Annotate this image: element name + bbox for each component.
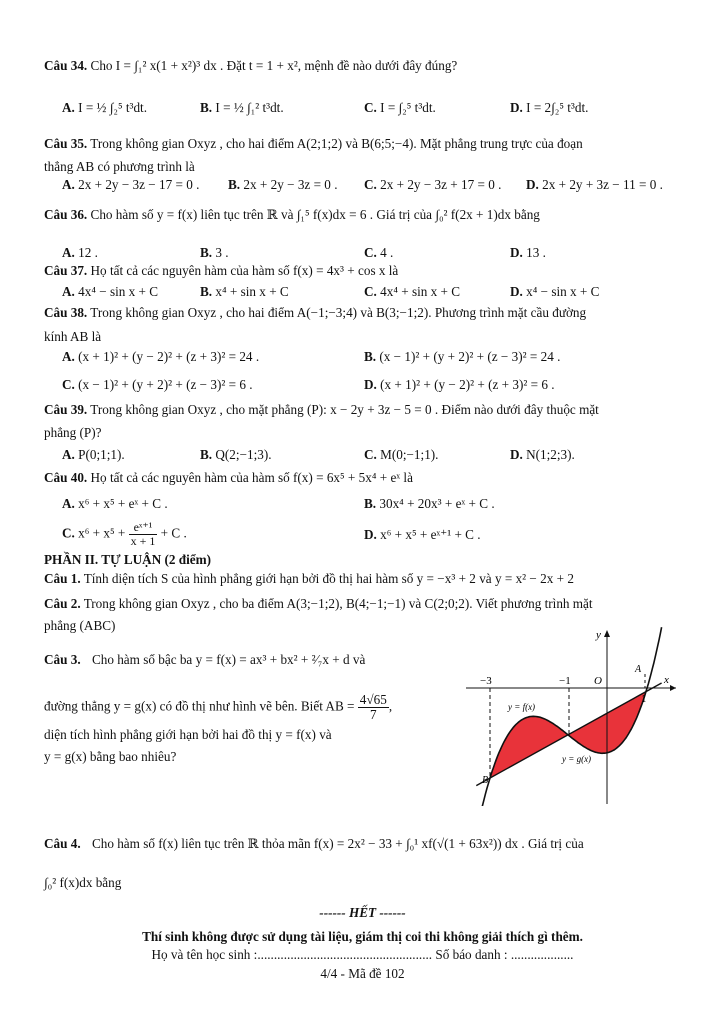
option-b: B. Q(2;−1;3). xyxy=(200,447,272,462)
option-a: A. 4x⁴ − sin x + C xyxy=(62,284,159,299)
question-35 xyxy=(44,135,583,153)
question-number: Câu 38. xyxy=(44,305,88,320)
option-c: C. (x − 1)² + (y + 2)² + (z − 3)² = 6 . xyxy=(62,377,253,392)
question-stem: Cho hàm số f(x) liên tục trên ℝ thỏa mãn f(x) = 2x² − 33 + ∫₀¹ xf(√(1 + 63x²)) dx . Giá trị của xyxy=(91,836,584,851)
end-marker: ------ HẾT ------ xyxy=(319,905,406,920)
question-number: Câu 40. xyxy=(44,470,88,485)
question-number: Câu 1. xyxy=(44,571,81,586)
question-stem: Họ tất cả các nguyên hàm của hàm số f(x) = 4x³ + cos x là xyxy=(90,263,399,278)
option-d: D. N(1;2;3). xyxy=(510,447,575,462)
question-number: Câu 39. xyxy=(44,402,88,417)
tick-label-minus-1: −1 xyxy=(559,675,571,687)
option-b: B. (x − 1)² + (y + 2)² + (z − 3)² = 24 . xyxy=(364,349,561,364)
question-stem: Trong không gian Oxyz , cho ba điểm A(3;−1;2), B(4;−1;−1) và C(2;0;2). Viết phương trình mặt xyxy=(83,596,593,611)
line-g-label: y = g(x) xyxy=(562,754,592,764)
question-stem: Tính diện tích S của hình phẳng giới hạn bởi đồ thị hai hàm số y = −x³ + 2 và y = x² − 2x + 2 xyxy=(83,571,574,586)
exam-note: Thí sinh không được sử dụng tài liệu, giám thị coi thi không giải thích gì thêm. xyxy=(142,929,583,944)
essay-question-3-line2: đường thẳng y = g(x) có đồ thị như hình vẽ bên. Biết AB = $\frac{4√65}{7}$ , xyxy=(44,692,393,722)
point-a-label: A xyxy=(635,664,642,675)
origin-label: O xyxy=(594,675,602,687)
tick-label-minus-3: −3 xyxy=(480,675,492,687)
option-b: B. I = ½ ∫₁² t³dt. xyxy=(200,100,284,115)
essay-question-2 xyxy=(44,595,593,613)
option-a: A. x⁶ + x⁵ + eˣ + C . xyxy=(62,496,168,511)
question-number: Câu 3. xyxy=(44,652,81,667)
option-c: C. 4x⁴ + sin x + C xyxy=(364,284,461,299)
option-b: B. 3 . xyxy=(200,245,229,260)
option-d: D. 13 . xyxy=(510,245,546,260)
question-number: Câu 4. xyxy=(44,836,81,851)
point-b-label: B xyxy=(482,775,489,786)
student-info-line: Họ và tên học sinh :..................................................... Số báo danh : ................... xyxy=(151,947,574,962)
fraction-numerator: 4√65 xyxy=(359,692,387,707)
question-stem: Cho hàm số y = f(x) liên tục trên ℝ và ∫₁⁵ f(x)dx = 6 . Giá trị của ∫₀² f(2x + 1)dx bằng xyxy=(90,207,540,222)
option-d: D. (x + 1)² + (y − 2)² + (z + 3)² = 6 . xyxy=(364,377,555,392)
essay-question-3 xyxy=(44,651,365,669)
question-39-stem-cont: phẳng (P)? xyxy=(44,425,102,440)
question-stem: Trong không gian Oxyz , cho hai điểm A(2;1;2) và B(6;5;−4). Mặt phẳng trung trực của đoạn xyxy=(90,136,583,151)
question-36 xyxy=(44,206,540,224)
question-38 xyxy=(44,304,586,322)
option-c: C. 4 . xyxy=(364,245,394,260)
question-stem: Cho hàm số bậc ba y = f(x) = ax³ + bx² + ²⁄₇x + d và xyxy=(91,652,366,667)
essay-question-4-cont: ∫₀² f(x)dx bằng xyxy=(44,875,122,890)
y-axis-label: y xyxy=(596,629,601,641)
option-a: A. (x + 1)² + (y − 2)² + (z + 3)² = 24 . xyxy=(62,349,260,364)
option-c: C. x⁶ + x⁵ + $\frac{\text{eˣ⁺¹}}{x + 1}$ + C . xyxy=(62,520,187,548)
fraction-denominator: x + 1 xyxy=(130,534,156,548)
question-38-stem-cont: kính AB là xyxy=(44,329,102,344)
option-b: B. x⁴ + sin x + C xyxy=(200,284,289,299)
option-c: C. M(0;−1;1). xyxy=(364,447,439,462)
question-35-stem-cont: thẳng AB có phương trình là xyxy=(44,159,195,174)
option-b: B. 2x + 2y − 3z = 0 . xyxy=(228,177,338,192)
question-number: Câu 35. xyxy=(44,136,88,151)
question-stem: Cho I = ∫₁² x(1 + x²)³ dx . Đặt t = 1 + x², mệnh đề nào dưới đây đúng? xyxy=(90,58,458,73)
question-number: Câu 2. xyxy=(44,596,81,611)
essay-question-1 xyxy=(44,570,574,588)
option-a: A. P(0;1;1). xyxy=(62,447,125,462)
question-stem: Trong không gian Oxyz , cho hai điểm A(−1;−3;4) và B(3;−1;2). Phương trình mặt cầu đường xyxy=(90,305,587,320)
question-number: Câu 36. xyxy=(44,207,88,222)
question-40 xyxy=(44,469,413,487)
fraction-numerator: eˣ⁺¹ xyxy=(129,521,158,535)
essay-question-2-cont: phẳng (ABC) xyxy=(44,618,116,633)
option-d: D. x⁴ − sin x + C xyxy=(510,284,600,299)
essay-question-4 xyxy=(44,835,584,853)
option-d: D. x⁶ + x⁵ + eˣ⁺¹ + C . xyxy=(364,527,481,542)
question-number: Câu 37. xyxy=(44,263,88,278)
option-c: C. 2x + 2y − 3z + 17 = 0 . xyxy=(364,177,502,192)
fraction-denominator: 7 xyxy=(370,707,377,722)
x-axis-label: x xyxy=(664,674,669,686)
option-a: A. 2x + 2y − 3z − 17 = 0 . xyxy=(62,177,200,192)
question-34 xyxy=(44,57,457,75)
curve-f-label: y = f(x) xyxy=(508,702,536,712)
option-a: A. I = ½ ∫₂⁵ t³dt. xyxy=(62,100,148,115)
question-stem: Trong không gian Oxyz , cho mặt phẳng (P): x − 2y + 3z − 5 = 0 . Điểm nào dưới đây thuộc mặt xyxy=(90,402,599,417)
question-number: Câu 34. xyxy=(44,58,88,73)
part-title: PHẦN II. TỰ LUẬN (2 điểm) xyxy=(44,552,212,567)
option-c: C. I = ∫₂⁵ t³dt. xyxy=(364,100,436,115)
option-a: A. 12 . xyxy=(62,245,98,260)
essay-question-3-line3: diện tích hình phẳng giới hạn bởi hai đồ thị y = f(x) và xyxy=(44,727,332,742)
page-number: 4/4 - Mã đề 102 xyxy=(320,966,405,981)
option-d: D. I = 2∫₂⁵ t³dt. xyxy=(510,100,589,115)
question-37 xyxy=(44,262,398,280)
option-d: D. 2x + 2y + 3z − 11 = 0 . xyxy=(526,177,663,192)
y-axis-arrow-icon xyxy=(604,630,610,637)
question-stem: Họ tất cả các nguyên hàm của hàm số f(x) = 6x⁵ + 5x⁴ + eˣ là xyxy=(90,470,413,485)
x-axis-arrow-icon xyxy=(670,685,676,691)
tick-label-1: 1 xyxy=(641,693,647,705)
option-b: B. 30x⁴ + 20x³ + eˣ + C . xyxy=(364,496,495,511)
question-39 xyxy=(44,401,599,419)
essay-question-3-line4: y = g(x) bằng bao nhiêu? xyxy=(44,749,177,764)
function-graph xyxy=(464,626,682,806)
